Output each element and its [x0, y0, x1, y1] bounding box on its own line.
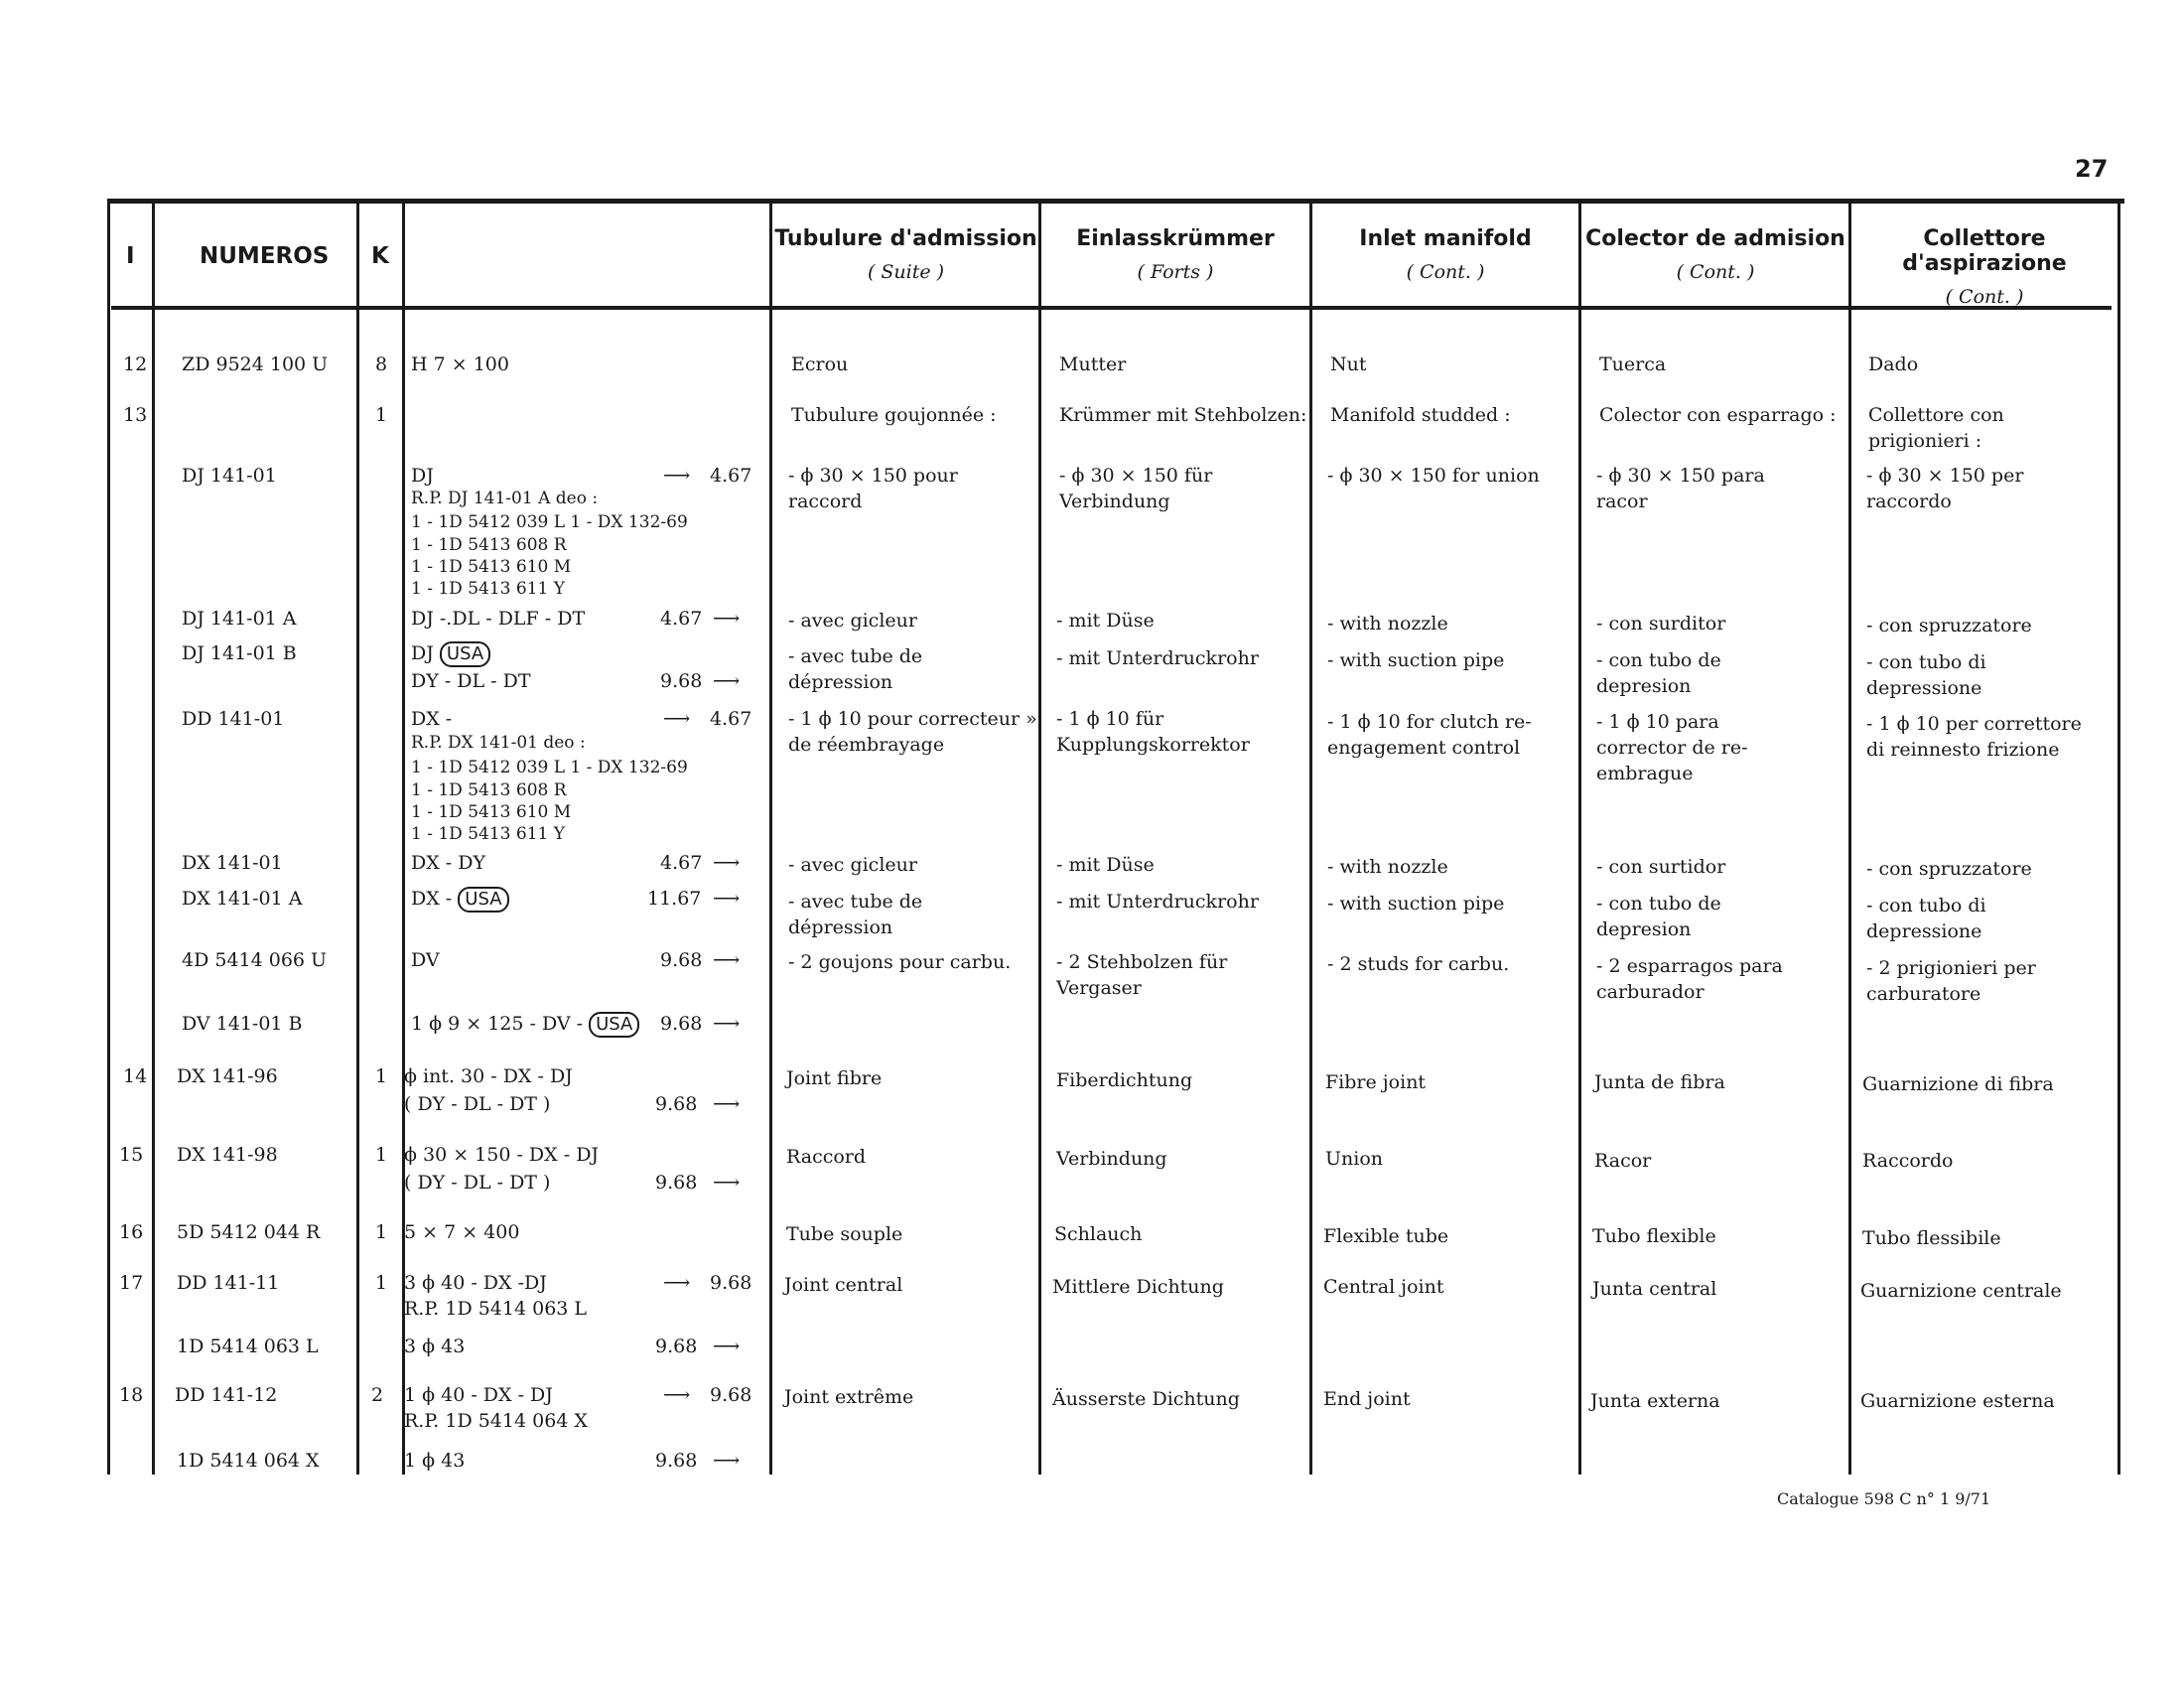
page-number: 27	[2075, 155, 2109, 183]
header-de-sub: ( Forts )	[1137, 261, 1214, 283]
col-divider-numeros	[356, 204, 359, 1475]
row-dx14101a-de: - mit Unterdruckrohr	[1056, 891, 1259, 913]
row-dd14101-en: - 1 ϕ 10 for clutch re-engagement control	[1327, 711, 1532, 759]
row-15-es: Racor	[1594, 1150, 1652, 1172]
row-18-en: End joint	[1323, 1388, 1411, 1410]
row-17-it: Guarnizione centrale	[1860, 1280, 2062, 1302]
header-de	[1042, 226, 1308, 283]
header-es-sub: ( Cont. )	[1676, 261, 1755, 283]
row-dx14101a-arrow: ⟶	[713, 888, 741, 910]
row-dv14101b-arrow: ⟶	[713, 1013, 741, 1035]
row-4d5414066u-numero: 4D 5414 066 U	[182, 949, 328, 971]
row-18-i: 18	[119, 1384, 144, 1406]
row-17-numero: DD 141-11	[177, 1272, 280, 1294]
row-dv14101b-desc-text: 1 ϕ 9 × 125 - DV -	[411, 1013, 584, 1035]
row-1d5414064x-arrow: ⟶	[713, 1450, 741, 1472]
row-dx14101-desc: DX - DY	[411, 852, 486, 874]
row-12-desc: H 7 × 100	[411, 353, 509, 375]
row-dd14101-fr: - 1 ϕ 10 pour correcteur » de réembrayage	[788, 708, 1037, 756]
row-dj14101-it: - ϕ 30 × 150 per raccordo	[1866, 465, 2024, 512]
row-12-i: 12	[123, 353, 148, 375]
header-fr-title: Tubulure d'admission	[774, 226, 1037, 251]
row-16-de: Schlauch	[1054, 1223, 1143, 1245]
row-1d5414064x-desc: 1 ϕ 43	[404, 1450, 466, 1472]
row-dj14101-desc-c: 1 - 1D 5412 039 L 1 - DX 132-69	[411, 512, 688, 532]
row-12-en: Nut	[1330, 353, 1367, 375]
row-dx14101-it: - con spruzzatore	[1866, 858, 2032, 880]
row-17-val: 9.68	[710, 1272, 752, 1294]
col-divider-desc	[769, 204, 772, 1475]
row-13-de: Krümmer mit Stehbolzen:	[1059, 404, 1307, 426]
row-14-desc-b: ( DY - DL - DT )	[404, 1093, 551, 1115]
row-dj14101a-fr: - avec gicleur	[788, 610, 917, 632]
row-18-arrow: ⟶	[663, 1384, 691, 1406]
row-18-de: Äusserste Dichtung	[1052, 1388, 1240, 1410]
header-es	[1582, 226, 1848, 283]
row-1d5414063l-desc: 3 ϕ 43	[404, 1336, 466, 1357]
usa-badge: USA	[458, 887, 508, 913]
row-dd14101-de: - 1 ϕ 10 für Kupplungskorrektor	[1056, 708, 1250, 756]
row-15-k: 1	[375, 1144, 388, 1166]
row-16-it: Tubo flessibile	[1862, 1227, 2001, 1249]
header-fr-sub: ( Suite )	[867, 261, 945, 283]
row-dx14101-arrow: ⟶	[713, 852, 741, 874]
row-4d5414066u-es: - 2 esparragos para carburador	[1596, 955, 1783, 1003]
row-13-it: Collettore con prigionieri :	[1868, 404, 2004, 452]
row-12-it: Dado	[1868, 353, 1919, 375]
row-dx14101-de: - mit Düse	[1056, 854, 1155, 876]
row-13-es: Colector con esparrago :	[1599, 404, 1837, 426]
row-dj14101b-fr: - avec tube de dépression	[788, 645, 923, 693]
row-17-de: Mittlere Dichtung	[1052, 1276, 1224, 1298]
row-dj14101b-val: 9.68	[660, 670, 703, 692]
header-de-title: Einlasskrümmer	[1076, 226, 1275, 251]
row-dj14101-desc-d: 1 - 1D 5413 608 R	[411, 535, 567, 555]
row-14-val: 9.68	[655, 1093, 698, 1115]
row-dx14101-val: 4.67	[660, 852, 703, 874]
row-dd14101-val: 4.67	[710, 708, 752, 730]
row-18-desc-b: R.P. 1D 5414 064 X	[404, 1410, 588, 1432]
row-15-it: Raccordo	[1862, 1150, 1954, 1172]
row-4d5414066u-arrow: ⟶	[713, 949, 741, 971]
row-14-it: Guarnizione di fibra	[1862, 1073, 2054, 1095]
row-dd14101-desc-a: DX -	[411, 708, 453, 730]
table-left-border	[107, 199, 110, 1475]
row-dv14101b-val: 9.68	[660, 1013, 703, 1035]
row-dd14101-desc-f: 1 - 1D 5413 611 Y	[411, 824, 565, 844]
row-dx14101-es: - con surtidor	[1596, 856, 1726, 878]
row-dx14101a-val: 11.67	[647, 888, 702, 910]
row-14-de: Fiberdichtung	[1056, 1069, 1193, 1091]
header-fr	[774, 226, 1037, 283]
row-dj14101b-es: - con tubo de depresion	[1596, 649, 1721, 697]
row-15-desc-a: ϕ 30 × 150 - DX - DJ	[404, 1144, 600, 1166]
row-dj14101a-desc: DJ -.DL - DLF - DT	[411, 608, 586, 630]
row-dx14101a-desc	[411, 886, 509, 913]
row-15-fr: Raccord	[786, 1146, 867, 1168]
row-dj14101-en: - ϕ 30 × 150 for union	[1327, 465, 1540, 487]
row-12-es: Tuerca	[1599, 353, 1667, 375]
row-15-val: 9.68	[655, 1172, 698, 1194]
row-16-numero: 5D 5412 044 R	[177, 1221, 321, 1243]
row-dx14101a-fr: - avec tube de dépression	[788, 891, 923, 938]
row-4d5414066u-fr: - 2 goujons pour carbu.	[788, 951, 1012, 973]
row-dd14101-desc-b: R.P. DX 141-01 deo :	[411, 733, 586, 753]
row-14-k: 1	[375, 1065, 388, 1087]
row-18-val: 9.68	[710, 1384, 752, 1406]
row-16-es: Tubo flexible	[1592, 1225, 1716, 1247]
header-en	[1312, 226, 1578, 283]
row-dj14101b-desc-a-text: DJ	[411, 642, 434, 664]
header-it-title: Collettore d'aspirazione	[1902, 226, 2067, 276]
row-15-numero: DX 141-98	[177, 1144, 278, 1166]
row-17-k: 1	[375, 1272, 388, 1294]
row-dj14101-desc-b: R.P. DJ 141-01 A deo :	[411, 489, 599, 508]
row-16-i: 16	[119, 1221, 144, 1243]
header-it-sub: ( Cont. )	[1945, 286, 2024, 308]
row-dj14101-numero: DJ 141-01	[182, 465, 277, 487]
header-numeros: NUMEROS	[200, 243, 330, 269]
row-dx14101a-es: - con tubo de depresion	[1596, 893, 1721, 940]
row-15-desc-b: ( DY - DL - DT )	[404, 1172, 551, 1194]
row-17-arrow: ⟶	[663, 1272, 691, 1294]
row-dx14101-numero: DX 141-01	[182, 852, 283, 874]
row-14-i: 14	[123, 1065, 148, 1087]
row-dd14101-desc-d: 1 - 1D 5413 608 R	[411, 780, 567, 800]
row-dj14101-desc-f: 1 - 1D 5413 611 Y	[411, 579, 565, 599]
row-17-en: Central joint	[1323, 1276, 1444, 1298]
table-right-border	[2117, 199, 2120, 1475]
row-dj14101b-desc-a	[411, 640, 490, 667]
row-dj14101a-arrow: ⟶	[713, 608, 741, 630]
header-it	[1852, 226, 2116, 308]
row-4d5414066u-en: - 2 studs for carbu.	[1327, 953, 1510, 975]
row-17-i: 17	[119, 1272, 144, 1294]
row-dj14101-fr: - ϕ 30 × 150 pour raccord	[788, 465, 958, 512]
row-14-arrow: ⟶	[713, 1093, 741, 1115]
row-17-desc-a: 3 ϕ 40 - DX -DJ	[404, 1272, 547, 1294]
row-18-es: Junta externa	[1590, 1390, 1720, 1412]
header-i: I	[126, 243, 135, 269]
row-18-numero: DD 141-12	[175, 1384, 278, 1406]
row-15-arrow: ⟶	[713, 1172, 741, 1194]
row-4d5414066u-desc: DV	[411, 949, 440, 971]
row-dj14101a-es: - con surditor	[1596, 613, 1726, 634]
row-14-numero: DX 141-96	[177, 1065, 278, 1087]
row-dj14101-desc-e: 1 - 1D 5413 610 M	[411, 557, 572, 577]
catalogue-footer: Catalogue 598 C n° 1 9/71	[1777, 1489, 1991, 1508]
usa-badge: USA	[589, 1012, 639, 1038]
row-12-k: 8	[375, 353, 388, 375]
row-dj14101b-en: - with suction pipe	[1327, 649, 1505, 671]
row-1d5414063l-numero: 1D 5414 063 L	[177, 1336, 319, 1357]
row-17-desc-b: R.P. 1D 5414 063 L	[404, 1298, 588, 1320]
row-14-desc-a: ϕ int. 30 - DX - DJ	[404, 1065, 573, 1087]
row-1d5414063l-arrow: ⟶	[713, 1336, 741, 1357]
header-en-sub: ( Cont. )	[1406, 261, 1485, 283]
row-dj14101-desc-a: DJ	[411, 465, 434, 487]
row-18-it: Guarnizione esterna	[1860, 1390, 2055, 1412]
table-top-rule	[107, 199, 2124, 204]
row-dx14101-fr: - avec gicleur	[788, 854, 917, 876]
row-4d5414066u-de: - 2 Stehbolzen für Vergaser	[1056, 951, 1228, 999]
row-15-en: Union	[1325, 1148, 1384, 1170]
row-dj14101b-it: - con tubo di depressione	[1866, 651, 1986, 699]
row-dd14101-desc-c: 1 - 1D 5412 039 L 1 - DX 132-69	[411, 758, 688, 777]
row-dj14101a-en: - with nozzle	[1327, 613, 1448, 634]
row-dd14101-es: - 1 ϕ 10 para corrector de re-embrague	[1596, 711, 1748, 784]
row-dj14101b-numero: DJ 141-01 B	[182, 642, 297, 664]
row-12-fr: Ecrou	[791, 353, 849, 375]
row-dx14101a-it: - con tubo di depressione	[1866, 895, 1986, 942]
row-dx14101a-desc-text: DX -	[411, 888, 453, 910]
row-dd14101-arrow: ⟶	[663, 708, 691, 730]
col-divider-de	[1309, 204, 1312, 1475]
row-15-de: Verbindung	[1056, 1148, 1167, 1170]
row-12-de: Mutter	[1059, 353, 1127, 375]
row-13-en: Manifold studded :	[1330, 404, 1511, 426]
row-16-desc: 5 × 7 × 400	[404, 1221, 520, 1243]
usa-badge: USA	[440, 641, 490, 667]
col-divider-fr	[1038, 204, 1041, 1475]
row-dv14101b-numero: DV 141-01 B	[182, 1013, 303, 1035]
row-dx14101a-numero: DX 141-01 A	[182, 888, 303, 910]
row-14-en: Fibre joint	[1325, 1071, 1427, 1093]
row-16-k: 1	[375, 1221, 388, 1243]
row-17-es: Junta central	[1592, 1278, 1717, 1300]
row-dj14101-de: - ϕ 30 × 150 für Verbindung	[1059, 465, 1213, 512]
row-12-numero: ZD 9524 100 U	[182, 353, 329, 375]
row-dv14101b-desc	[411, 1011, 639, 1038]
row-dd14101-desc-e: 1 - 1D 5413 610 M	[411, 802, 572, 822]
row-13-i: 13	[123, 404, 148, 426]
row-13-fr: Tubulure goujonnée :	[791, 404, 997, 426]
row-15-i: 15	[119, 1144, 144, 1166]
row-4d5414066u-it: - 2 prigionieri per carburatore	[1866, 957, 2036, 1005]
row-18-fr: Joint extrême	[784, 1386, 914, 1408]
row-dx14101-en: - with nozzle	[1327, 856, 1448, 878]
col-divider-i	[152, 204, 155, 1475]
header-k: K	[371, 243, 389, 269]
row-1d5414064x-val: 9.68	[655, 1450, 698, 1472]
row-dj14101a-val: 4.67	[660, 608, 703, 630]
row-dj14101b-arrow: ⟶	[713, 670, 741, 692]
col-divider-es	[1848, 204, 1851, 1475]
row-dj14101b-desc-b: DY - DL - DT	[411, 670, 531, 692]
row-18-k: 2	[371, 1384, 384, 1406]
header-bottom-rule	[111, 306, 2112, 310]
col-divider-en	[1578, 204, 1581, 1475]
row-dj14101-val: 4.67	[710, 465, 752, 487]
row-14-fr: Joint fibre	[786, 1067, 883, 1089]
row-1d5414064x-numero: 1D 5414 064 X	[177, 1450, 320, 1472]
row-dj14101b-de: - mit Unterdruckrohr	[1056, 647, 1259, 669]
row-18-desc-a: 1 ϕ 40 - DX - DJ	[404, 1384, 553, 1406]
row-dj14101-es: - ϕ 30 × 150 para racor	[1596, 465, 1765, 512]
row-16-en: Flexible tube	[1323, 1225, 1449, 1247]
header-en-title: Inlet manifold	[1359, 226, 1532, 251]
row-dx14101a-en: - with suction pipe	[1327, 893, 1505, 914]
row-16-fr: Tube souple	[786, 1223, 903, 1245]
row-14-es: Junta de fibra	[1594, 1071, 1725, 1093]
row-dd14101-numero: DD 141-01	[182, 708, 285, 730]
header-es-title: Colector de admision	[1585, 226, 1845, 251]
row-dj14101-arrow: ⟶	[663, 465, 691, 487]
row-dj14101a-de: - mit Düse	[1056, 610, 1155, 632]
row-dj14101a-it: - con spruzzatore	[1866, 615, 2032, 636]
row-17-fr: Joint central	[784, 1274, 903, 1296]
row-4d5414066u-val: 9.68	[660, 949, 703, 971]
row-13-k: 1	[375, 404, 388, 426]
row-1d5414063l-val: 9.68	[655, 1336, 698, 1357]
row-dd14101-it: - 1 ϕ 10 per correttore di reinnesto frizione	[1866, 713, 2082, 761]
row-dj14101a-numero: DJ 141-01 A	[182, 608, 297, 630]
